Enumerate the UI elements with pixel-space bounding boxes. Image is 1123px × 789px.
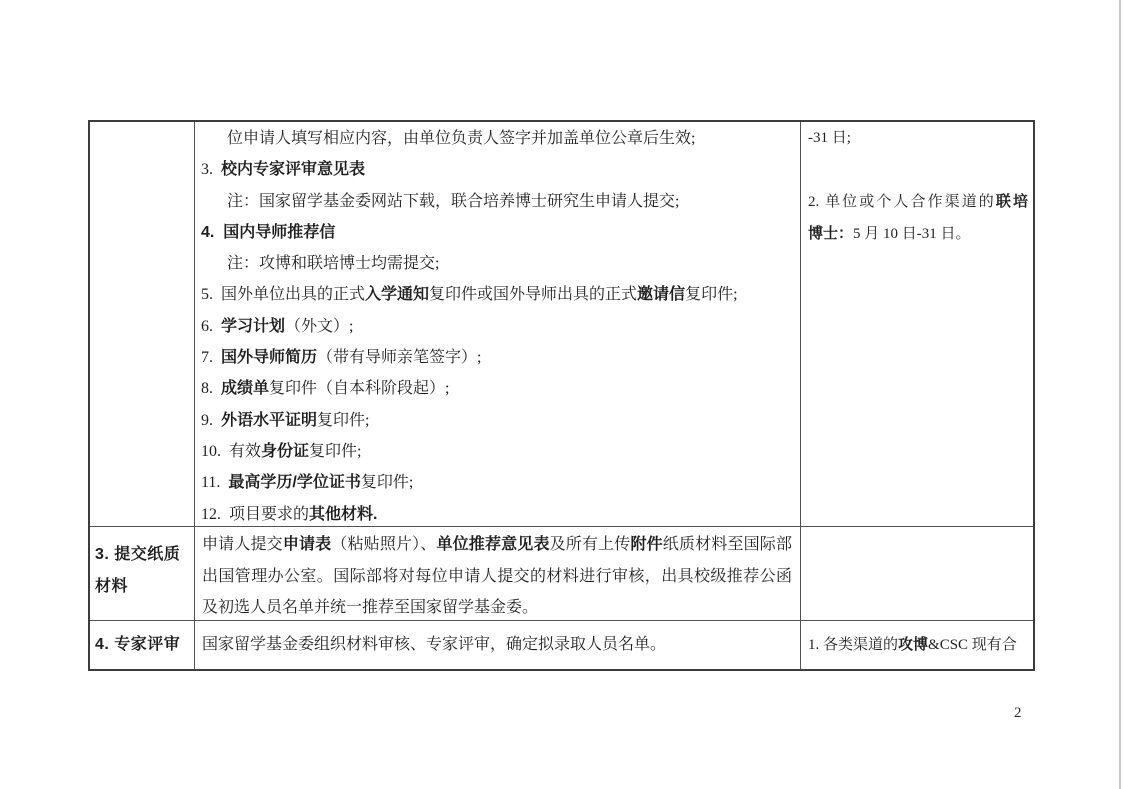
text-line (227, 123, 794, 154)
bold-text-run: 4. 国内导师推荐信 (201, 223, 336, 241)
stage-cell-expert-review: 4. 专家评审 (90, 621, 195, 669)
materials-list-cell (195, 122, 801, 527)
text-run: 3. (201, 161, 221, 179)
text-run: 注：国家留学基金委网站下载，联合培养博士研究生申请人提交; (227, 192, 680, 210)
text-line (201, 467, 794, 498)
text-run: 10. 有效 (201, 442, 262, 460)
text-line (201, 311, 794, 342)
text-line (808, 629, 1028, 661)
stage-cell-empty (90, 122, 195, 527)
text-run: 及所有上传 (549, 536, 631, 553)
bold-text-run: 学习计划 (221, 317, 286, 335)
text-line (227, 186, 794, 217)
text-line (201, 373, 794, 404)
text-line (808, 218, 1028, 250)
text-run: （外文）; (285, 317, 354, 335)
bold-text-run: 其他材料. (309, 505, 378, 523)
timeline-cell-application (801, 122, 1033, 527)
bold-text-run: 外语水平证明 (221, 411, 318, 429)
bold-text-run: 博士： (808, 224, 854, 242)
text-run: 注：攻博和联培博士均需提交; (227, 255, 440, 273)
text-line (201, 436, 794, 467)
text-run: 5. 国外单位出具的正式 (201, 286, 366, 304)
submit-paper-materials-text (195, 527, 801, 621)
text-run: 9. (201, 411, 221, 429)
text-run: 1. 各类渠道的 (808, 637, 899, 653)
text-run: （带有导师亲笔签字）; (317, 349, 482, 367)
text-run: 复印件; (317, 411, 370, 429)
bold-text-run: 申请表 (282, 536, 332, 553)
bold-text-run: 最高学历/学位证书 (228, 474, 361, 492)
bold-text-run: 附件 (630, 536, 663, 553)
bold-text-run: 入学通知 (365, 286, 430, 304)
text-run: 复印件; (685, 286, 738, 304)
bold-text-run: 国外导师简历 (221, 349, 318, 367)
text-line (201, 499, 794, 527)
text-run: 申请人提交 (202, 536, 283, 553)
text-run: 国家留学基金委组织材料审核、专家评审，确定拟录取人员名单。 (202, 636, 667, 653)
text-run: 复印件; (309, 442, 362, 460)
timeline-cell-empty (801, 527, 1033, 621)
text-run: 复印件或国外导师出具的正式 (429, 286, 638, 304)
text-run: 5 月 10 日-31 日。 (853, 225, 971, 242)
page-number: 2 (1014, 705, 1022, 721)
text-run: 复印件（自本科阶段起）; (269, 380, 450, 398)
text-line (201, 279, 794, 310)
bold-text-run: 身份证 (261, 442, 310, 460)
text-run: 6. (201, 317, 221, 335)
text-run: 11. (201, 474, 229, 492)
text-run: 12. 项目要求的 (201, 505, 310, 523)
text-line (201, 342, 794, 373)
bold-text-run: 攻博 (898, 636, 929, 653)
text-line (808, 123, 1028, 154)
text-line (808, 154, 1028, 185)
text-run: 复印件; (360, 474, 414, 492)
timeline-cell-expert-review (801, 621, 1033, 669)
bold-text-run: 校内专家评审意见表 (221, 161, 366, 179)
text-line (201, 154, 794, 185)
text-line (227, 248, 794, 279)
bold-text-run: 成绩单 (221, 380, 270, 398)
text-run: 8. (201, 380, 221, 398)
text-run: （粘贴照片）、 (331, 536, 437, 553)
bold-text-run: 联培 (995, 192, 1028, 210)
bold-text-run: 单位推荐意见表 (436, 536, 550, 553)
text-line (201, 405, 794, 436)
text-run: &CSC 现有合 (928, 637, 1017, 653)
application-process-table (88, 120, 1035, 671)
text-run: 纸质材料至国际部出国管理办公室。国际部将对每位申请人提交的材料进行审核，出具校级推荐公函及初选人员名单并统一推荐至国家留学基金委。 (202, 536, 792, 617)
text-run: 2. 单位或个人合作渠道的 (808, 193, 996, 210)
expert-review-text (195, 621, 801, 669)
text-line (201, 217, 794, 248)
text-line (808, 186, 1028, 218)
bold-text-run: 邀请信 (637, 286, 686, 304)
text-run: 位申请人填写相应内容，由单位负责人签字并加盖单位公章后生效; (227, 130, 696, 147)
page-edge-line (1119, 0, 1121, 789)
text-run: 7. (201, 349, 221, 367)
stage-cell-submit-paper-materials: 3. 提交纸质材料 (90, 527, 195, 621)
text-run: -31 日; (808, 130, 851, 146)
